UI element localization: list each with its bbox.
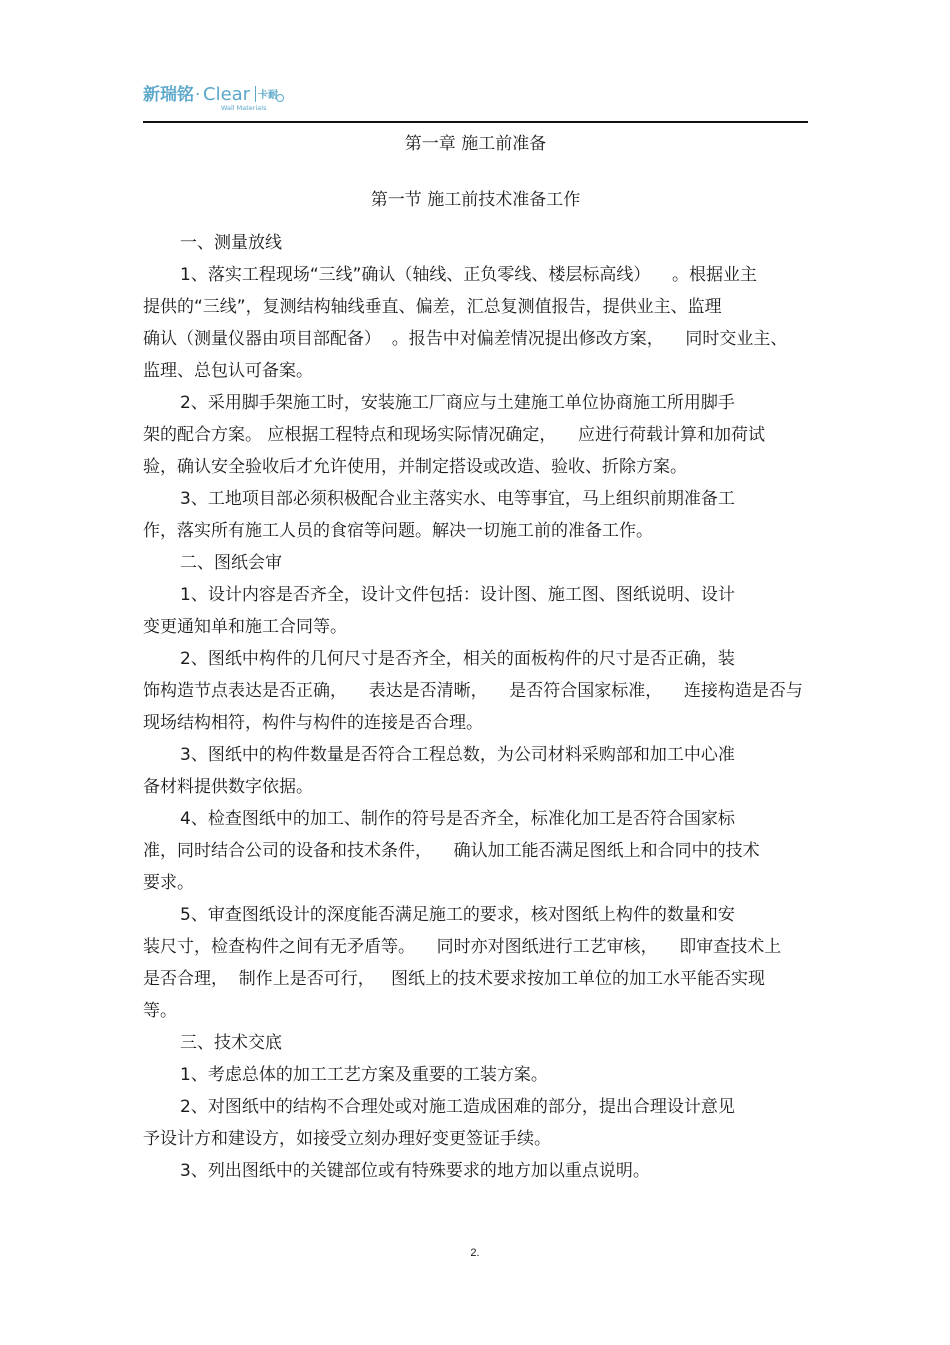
logo-cn-text: 新瑞铭 bbox=[143, 85, 194, 105]
text-line: 1、考虑总体的加工工艺方案及重要的工装方案。 bbox=[180, 1065, 548, 1085]
text-line: 要求。 bbox=[143, 873, 194, 893]
text-line: 4、检查图纸中的加工、制作的符号是否齐全，标准化加工是否符合国家标 bbox=[180, 809, 735, 829]
text-line: 3、列出图纸中的关键部位或有特殊要求的地方加以重点说明。 bbox=[180, 1161, 650, 1181]
text-line: 确认（测量仪器由项目部配备） 。报告中对偏差情况提出修改方案， 同时交业主、 bbox=[143, 329, 788, 349]
chapter-title: 第一章 施工前准备 bbox=[404, 134, 547, 154]
text-line: 验，确认安全验收后才允许使用，并制定搭设或改造、验收、折除方案。 bbox=[143, 457, 687, 477]
text-line: 变更通知单和施工合同等。 bbox=[143, 617, 347, 637]
svg-text:·: · bbox=[195, 85, 201, 105]
company-logo bbox=[143, 78, 293, 112]
text-line: 监理、总包认可备案。 bbox=[143, 361, 313, 381]
text-line: 现场结构相符，构件与构件的连接是否合理。 bbox=[143, 713, 483, 733]
logo-en-text: Clear bbox=[203, 84, 251, 105]
text-line: 3、工地项目部必须积极配合业主落实水、电等事宜，马上组织前期准备工 bbox=[180, 489, 735, 509]
text-line: 是否合理， 制作上是否可行， 图纸上的技术要求按加工单位的加工水平能否实现 bbox=[143, 969, 766, 989]
text-line: 饰构造节点表达是否正确， 表达是否清晰， 是否符合国家标准， 连接构造是否与 bbox=[143, 681, 803, 701]
text-line: 2、图纸中构件的几何尺寸是否齐全，相关的面板构件的尺寸是否正确，装 bbox=[180, 649, 735, 669]
logo-ka-text: 卡耐 bbox=[258, 90, 278, 101]
text-line: 装尺寸，检查构件之间有无矛盾等。 同时亦对图纸进行工艺审核， 即审查技术上 bbox=[143, 937, 782, 957]
text-line: 5、审查图纸设计的深度能否满足施工的要求，核对图纸上构件的数量和安 bbox=[180, 905, 735, 925]
document-body bbox=[143, 227, 808, 1187]
text-line: 架的配合方案。 应根据工程特点和现场实际情况确定， 应进行荷载计算和加荷试 bbox=[143, 425, 766, 445]
text-line: 1、落实工程现场“三线”确认（轴线、正负零线、楼层标高线） 。根据业主 bbox=[180, 265, 758, 285]
section-title: 第一节 施工前技术准备工作 bbox=[370, 190, 581, 210]
text-line: 2、对图纸中的结构不合理处或对施工造成困难的部分，提出合理设计意见 bbox=[180, 1097, 735, 1117]
text-line: 一、测量放线 bbox=[180, 233, 282, 253]
text-line: 予设计方和建设方，如接受立刻办理好变更签证手续。 bbox=[143, 1129, 551, 1149]
text-line: 1、设计内容是否齐全，设计文件包括：设计图、施工图、图纸说明、设计 bbox=[180, 585, 735, 605]
text-line: 准，同时结合公司的设备和技术条件， 确认加工能否满足图纸上和合同中的技术 bbox=[143, 841, 760, 861]
page-number: 2. bbox=[470, 1247, 480, 1259]
text-line: 等。 bbox=[143, 1001, 177, 1021]
text-line: 三、技术交底 bbox=[180, 1033, 282, 1053]
logo-tagline: Wall Materials bbox=[221, 104, 267, 112]
header-rule bbox=[143, 121, 808, 123]
text-line: 提供的“三线”，复测结构轴线垂直、偏差，汇总复测值报告，提供业主、监理 bbox=[143, 297, 722, 317]
text-line: 3、图纸中的构件数量是否符合工程总数，为公司材料采购部和加工中心准 bbox=[180, 745, 735, 765]
text-line: 备材料提供数字依据。 bbox=[143, 777, 313, 797]
text-line: 2、采用脚手架施工时，安装施工厂商应与土建施工单位协商施工所用脚手 bbox=[180, 393, 735, 413]
text-line: 二、图纸会审 bbox=[180, 553, 282, 573]
text-line: 作，落实所有施工人员的食宿等问题。解决一切施工前的准备工作。 bbox=[143, 521, 653, 541]
